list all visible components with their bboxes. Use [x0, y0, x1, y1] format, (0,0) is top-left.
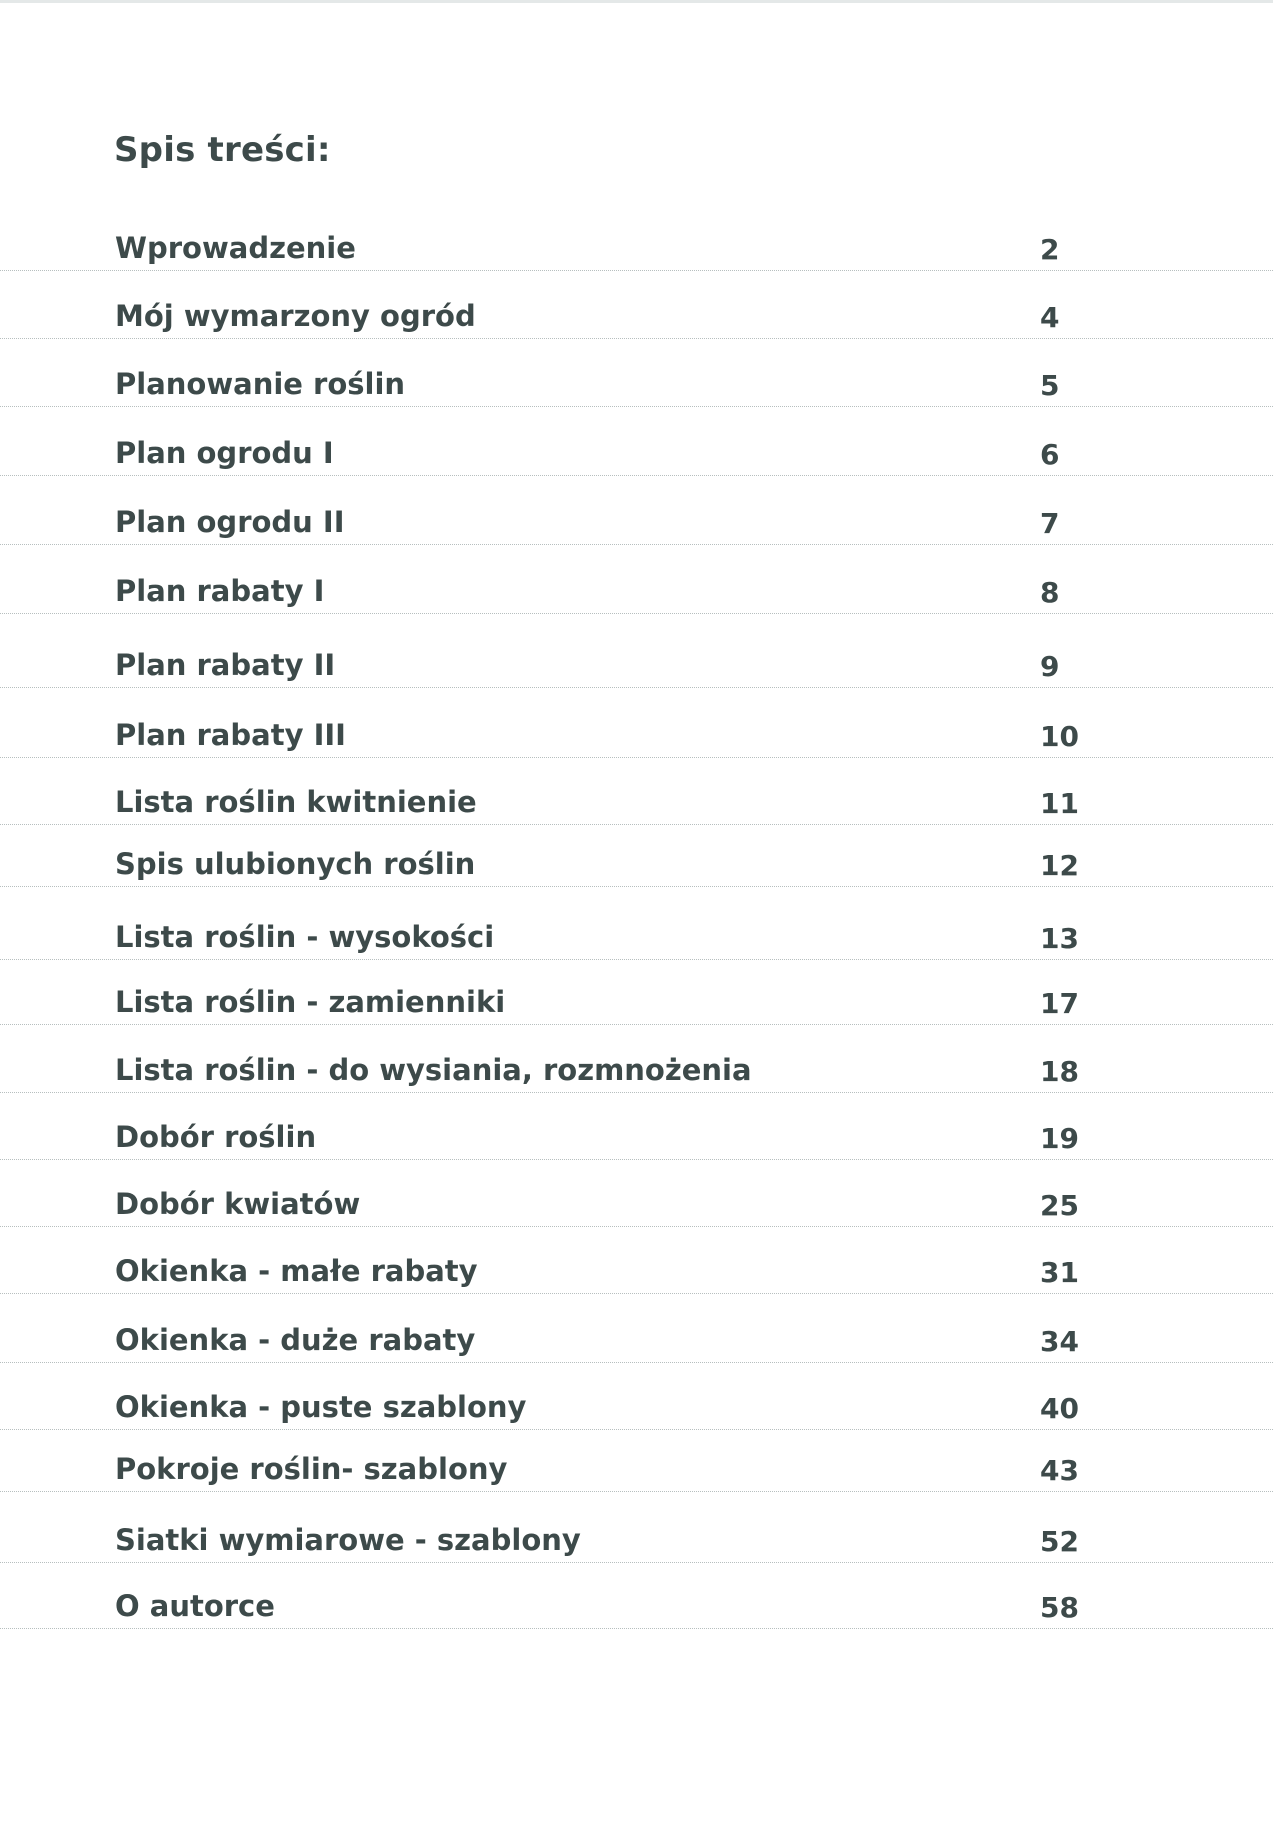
toc-entry-title: Lista roślin - do wysiania, rozmnożenia — [115, 1053, 752, 1087]
toc-entry-page-number: 52 — [1040, 1525, 1079, 1558]
toc-entry-title: Plan rabaty II — [115, 648, 336, 682]
toc-entry-page-number: 12 — [1040, 849, 1079, 882]
toc-entry-planowanie-roslin[interactable] — [0, 358, 1273, 407]
toc-entry-page-number: 13 — [1040, 922, 1079, 955]
toc-entry-plan-ogrodu-2[interactable] — [0, 496, 1273, 545]
toc-entry-title: Wprowadzenie — [115, 231, 356, 265]
toc-entry-page-number: 6 — [1040, 438, 1060, 471]
toc-entry-title: O autorce — [115, 1589, 275, 1623]
toc-entry-pokroje-roslin-szablony[interactable] — [0, 1443, 1273, 1492]
toc-entry-okienka-duze-rabaty[interactable] — [0, 1314, 1273, 1363]
toc-entry-siatki-wymiarowe-szablony[interactable] — [0, 1514, 1273, 1563]
toc-entry-spis-ulubionych-roslin[interactable] — [0, 838, 1273, 887]
toc-entry-page-number: 25 — [1040, 1189, 1079, 1222]
toc-entry-title: Okienka - duże rabaty — [115, 1323, 476, 1357]
toc-entry-okienka-male-rabaty[interactable] — [0, 1245, 1273, 1294]
toc-entry-title: Pokroje roślin- szablony — [115, 1452, 508, 1486]
toc-entry-title: Spis ulubionych roślin — [115, 847, 476, 881]
toc-entry-page-number: 9 — [1040, 650, 1060, 683]
toc-entry-wprowadzenie[interactable] — [0, 222, 1273, 271]
page-title: Spis treści: — [114, 130, 331, 170]
toc-entry-page-number: 19 — [1040, 1122, 1079, 1155]
toc-entry-lista-roslin-wysokosci[interactable] — [0, 911, 1273, 960]
toc-entry-plan-rabaty-2[interactable] — [0, 639, 1273, 688]
toc-entry-o-autorce[interactable] — [0, 1580, 1273, 1629]
toc-entry-page-number: 8 — [1040, 576, 1060, 609]
toc-entry-title: Plan ogrodu I — [115, 436, 334, 470]
toc-entry-page-number: 58 — [1040, 1591, 1079, 1624]
toc-entry-dobor-roslin[interactable] — [0, 1111, 1273, 1160]
toc-entry-page-number: 31 — [1040, 1256, 1079, 1289]
toc-entry-title: Planowanie roślin — [115, 367, 406, 401]
toc-entry-page-number: 40 — [1040, 1392, 1079, 1425]
toc-entry-page-number: 34 — [1040, 1325, 1079, 1358]
toc-entry-title: Okienka - małe rabaty — [115, 1254, 478, 1288]
toc-entry-plan-rabaty-1[interactable] — [0, 565, 1273, 614]
toc-entry-page-number: 43 — [1040, 1454, 1079, 1487]
toc-entry-moj-wymarzony-ogrod[interactable] — [0, 290, 1273, 339]
toc-entry-title: Plan ogrodu II — [115, 505, 345, 539]
toc-entry-lista-roslin-kwitnienie[interactable] — [0, 776, 1273, 825]
toc-entry-title: Lista roślin kwitnienie — [115, 785, 477, 819]
toc-entry-page-number: 5 — [1040, 369, 1060, 402]
toc-entry-title: Mój wymarzony ogród — [115, 299, 476, 333]
toc-entry-page-number: 4 — [1040, 301, 1060, 334]
toc-entry-page-number: 11 — [1040, 787, 1079, 820]
toc-entry-lista-roslin-zamienniki[interactable] — [0, 976, 1273, 1025]
toc-entry-okienka-puste-szablony[interactable] — [0, 1381, 1273, 1430]
toc-entry-title: Okienka - puste szablony — [115, 1390, 527, 1424]
toc-entry-page-number: 10 — [1040, 720, 1079, 753]
toc-entry-page-number: 2 — [1040, 233, 1060, 266]
toc-entry-title: Siatki wymiarowe - szablony — [115, 1523, 581, 1557]
toc-entry-lista-roslin-do-wysiania[interactable] — [0, 1044, 1273, 1093]
toc-entry-page-number: 7 — [1040, 507, 1060, 540]
toc-entry-title: Plan rabaty I — [115, 574, 325, 608]
toc-entry-title: Dobór roślin — [115, 1120, 317, 1154]
toc-entry-dobor-kwiatow[interactable] — [0, 1178, 1273, 1227]
toc-entry-title: Lista roślin - zamienniki — [115, 985, 506, 1019]
toc-entry-title: Dobór kwiatów — [115, 1187, 361, 1221]
toc-entry-page-number: 18 — [1040, 1055, 1079, 1088]
toc-entry-title: Plan rabaty III — [115, 718, 346, 752]
toc-entry-title: Lista roślin - wysokości — [115, 920, 495, 954]
toc-entry-page-number: 17 — [1040, 987, 1079, 1020]
toc-entry-plan-rabaty-3[interactable] — [0, 709, 1273, 758]
toc-entry-plan-ogrodu-1[interactable] — [0, 427, 1273, 476]
